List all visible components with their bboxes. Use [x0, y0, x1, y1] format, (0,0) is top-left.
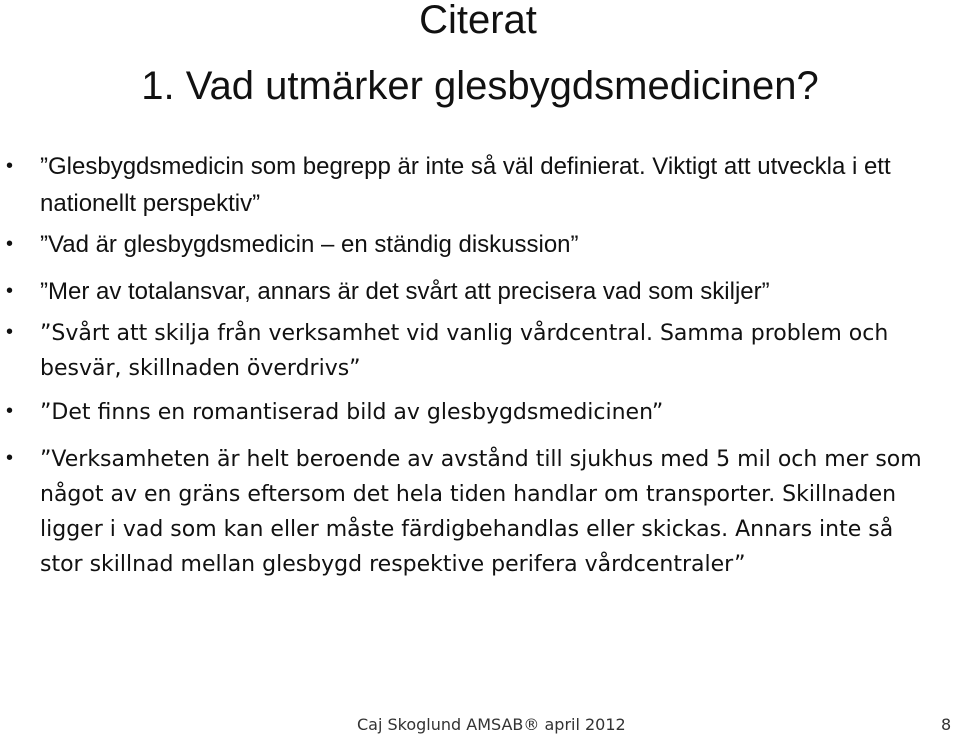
- bullet-text: ”Svårt att skilja från verksamhet vid vanlig vårdcentral. Samma problem och besvär, skillnaden överdrivs”: [40, 321, 889, 381]
- footer-text: Caj Skoglund AMSAB® april 2012: [357, 715, 626, 734]
- slide-title: Citerat: [419, 0, 537, 42]
- bullet-text: ”Vad är glesbygdsmedicin – en ständig diskussion”: [40, 231, 579, 258]
- bullet-text: ”Verksamheten är helt beroende av avstånd till sjukhus med 5 mil och mer som något av en gräns eftersom det hela tiden handlar om transporter. Skillnaden ligger i vad som kan eller måste färdigbehandlas eller skickas. Annars inte så stor skillnad mellan glesbygd respektive perifera vårdcentraler”: [40, 447, 922, 577]
- bullet-text: ”Det finns en romantiserad bild av glesbygdsmedicinen”: [40, 400, 664, 425]
- bullet-marker: •: [6, 447, 14, 469]
- bullet-text: ”Glesbygdsmedicin som begrepp är inte så väl definierat. Viktigt att utveckla i ett nationellt perspektiv”: [40, 153, 891, 217]
- bullet-marker: •: [6, 155, 14, 177]
- slide-subtitle: 1. Vad utmärker glesbygdsmedicinen?: [141, 64, 819, 108]
- bullet-marker: •: [6, 233, 14, 255]
- bullet-text: ”Mer av totalansvar, annars är det svårt att precisera vad som skiljer”: [40, 278, 770, 305]
- bullet-marker: •: [6, 321, 14, 343]
- bullet-marker: •: [6, 280, 14, 302]
- bullet-marker: •: [6, 400, 14, 422]
- page-number: 8: [941, 715, 952, 734]
